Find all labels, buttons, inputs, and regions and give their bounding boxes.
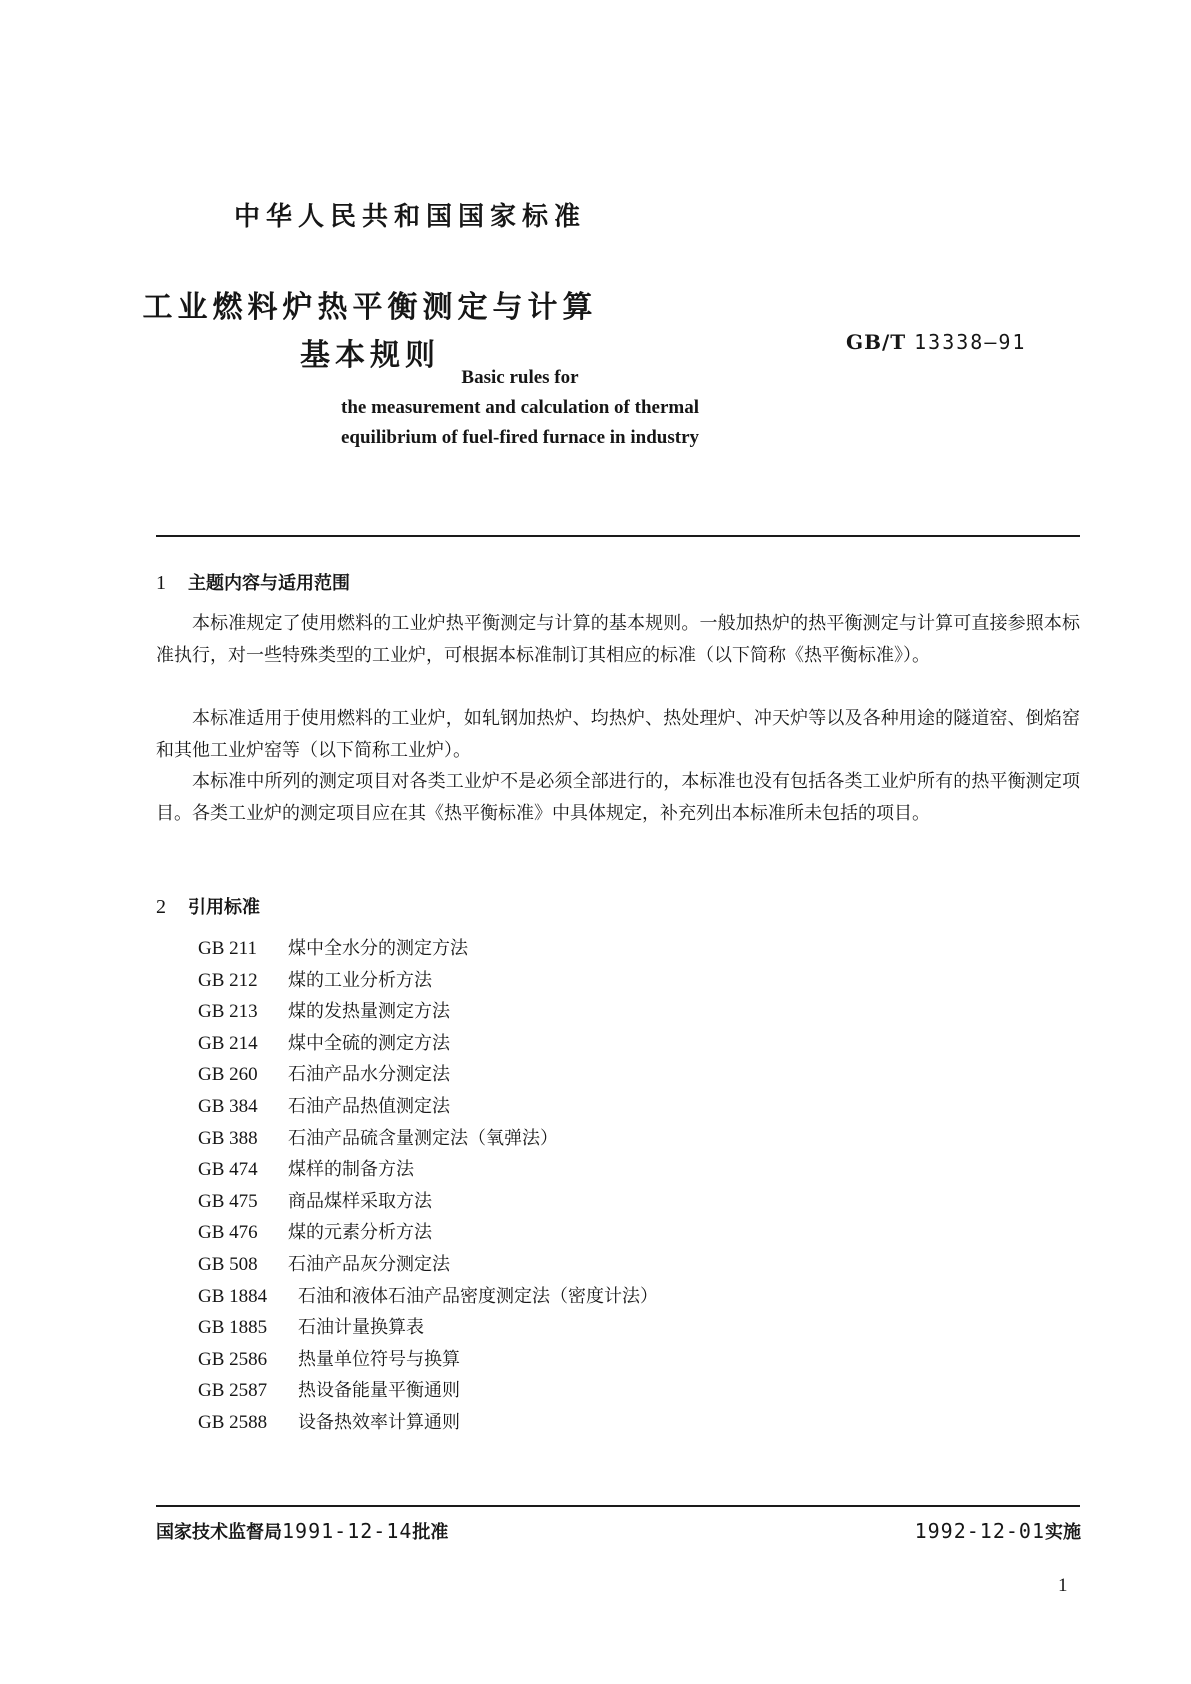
reference-item: [198, 1249, 658, 1281]
reference-code: GB 475: [198, 1190, 258, 1212]
reference-item: [198, 1154, 658, 1186]
header-divider: [156, 535, 1080, 537]
effective-info: [915, 1518, 1081, 1544]
reference-title: 石油产品水分测定法: [288, 1064, 450, 1086]
reference-item: [198, 1344, 658, 1376]
section-1-paragraph-1: 本标准规定了使用燃料的工业炉热平衡测定与计算的基本规则。一般加热炉的热平衡测定与计算可直接参照本标准执行，对一些特殊类型的工业炉，可根据本标准制订其相应的标准（以下简称《热平衡标准》）。: [156, 613, 1080, 666]
reference-title: 石油产品热值测定法: [288, 1095, 450, 1117]
reference-item: [198, 1059, 658, 1091]
section-title: 引用标准: [188, 897, 260, 918]
effective-date: 1992-12-01: [914, 1519, 1045, 1543]
reference-title: 商品煤样采取方法: [288, 1190, 432, 1212]
reference-code: GB 211: [198, 938, 257, 959]
reference-title: 石油计量换算表: [298, 1317, 424, 1339]
section-number: 1: [156, 572, 166, 594]
approval-info: [156, 1518, 448, 1544]
reference-code: GB 2587: [198, 1380, 268, 1402]
reference-item: [198, 1217, 658, 1249]
reference-item: [198, 1186, 658, 1218]
standard-code-number: 13338—91: [914, 330, 1027, 354]
reference-item: [198, 1028, 658, 1060]
reference-code: GB 474: [198, 1159, 258, 1181]
standard-code-prefix: GB/T: [846, 330, 907, 354]
reference-title: 煤的发热量测定方法: [288, 1001, 450, 1023]
reference-code: GB 2586: [198, 1348, 268, 1370]
reference-title: 煤中全水分的测定方法: [288, 938, 468, 959]
english-title-line2: the measurement and calculation of thermal: [341, 397, 699, 418]
reference-list: [198, 933, 658, 1439]
reference-title: 热量单位符号与换算: [298, 1348, 460, 1370]
section-title: 主题内容与适用范围: [188, 573, 350, 594]
reference-code: GB 260: [198, 1064, 258, 1086]
english-title-line1: Basic rules for: [461, 367, 579, 388]
effective-label: 实施: [1045, 1522, 1081, 1543]
reference-code: GB 508: [198, 1253, 258, 1275]
section-heading-1: [156, 569, 350, 595]
reference-title: 热设备能量平衡通则: [298, 1380, 460, 1402]
section-heading-2: [156, 893, 260, 919]
reference-title: 煤的元素分析方法: [288, 1222, 432, 1244]
document-title-line1: 工业燃料炉热平衡测定与计算: [142, 290, 598, 325]
reference-code: GB 212: [198, 969, 258, 991]
reference-item: [198, 965, 658, 997]
reference-title: 煤样的制备方法: [288, 1159, 414, 1181]
reference-title: 煤的工业分析方法: [288, 969, 432, 991]
reference-item: [198, 1123, 658, 1155]
footer-divider: [156, 1505, 1080, 1507]
reference-title: 设备热效率计算通则: [298, 1411, 460, 1433]
reference-title: 石油和液体石油产品密度测定法（密度计法）: [298, 1285, 658, 1307]
reference-item: [198, 1407, 658, 1439]
page-number: 1: [1058, 1575, 1068, 1596]
reference-title: 石油产品灰分测定法: [288, 1253, 450, 1275]
standard-code: [846, 330, 1026, 354]
reference-code: GB 476: [198, 1222, 258, 1244]
reference-item: [198, 996, 658, 1028]
reference-title: 煤中全硫的测定方法: [288, 1032, 450, 1054]
reference-code: GB 2588: [198, 1411, 268, 1433]
reference-code: GB 1884: [198, 1285, 268, 1307]
document-title-line2: 基本规则: [300, 338, 440, 373]
reference-item: [198, 933, 658, 965]
approval-org: 国家技术监督局: [156, 1522, 282, 1543]
reference-code: GB 213: [198, 1001, 258, 1023]
national-standard-label: 中华人民共和国国家标准: [233, 202, 586, 232]
reference-title: 石油产品硫含量测定法（氧弹法）: [288, 1127, 558, 1149]
approval-date: 1991-12-14: [282, 1519, 413, 1543]
reference-item: [198, 1091, 658, 1123]
section-1-paragraph-2: 本标准适用于使用燃料的工业炉，如轧钢加热炉、均热炉、热处理炉、冲天炉等以及各种用途的隧道窑、倒焰窑和其他工业炉窑等（以下简称工业炉）。: [156, 708, 1080, 761]
reference-item: [198, 1375, 658, 1407]
section-number: 2: [156, 896, 166, 918]
section-1-paragraph-3: 本标准中所列的测定项目对各类工业炉不是必须全部进行的，本标准也没有包括各类工业炉所有的热平衡测定项目。各类工业炉的测定项目应在其《热平衡标准》中具体规定，补充列出本标准所未包括的项目。: [156, 771, 1080, 824]
reference-code: GB 214: [198, 1032, 258, 1054]
approval-label: 批准: [412, 1522, 449, 1543]
reference-code: GB 388: [198, 1127, 258, 1149]
english-title-line3: equilibrium of fuel-fired furnace in industry: [340, 427, 700, 448]
reference-code: GB 384: [198, 1095, 258, 1117]
reference-item: [198, 1281, 658, 1313]
reference-item: [198, 1312, 658, 1344]
reference-code: GB 1885: [198, 1317, 268, 1339]
